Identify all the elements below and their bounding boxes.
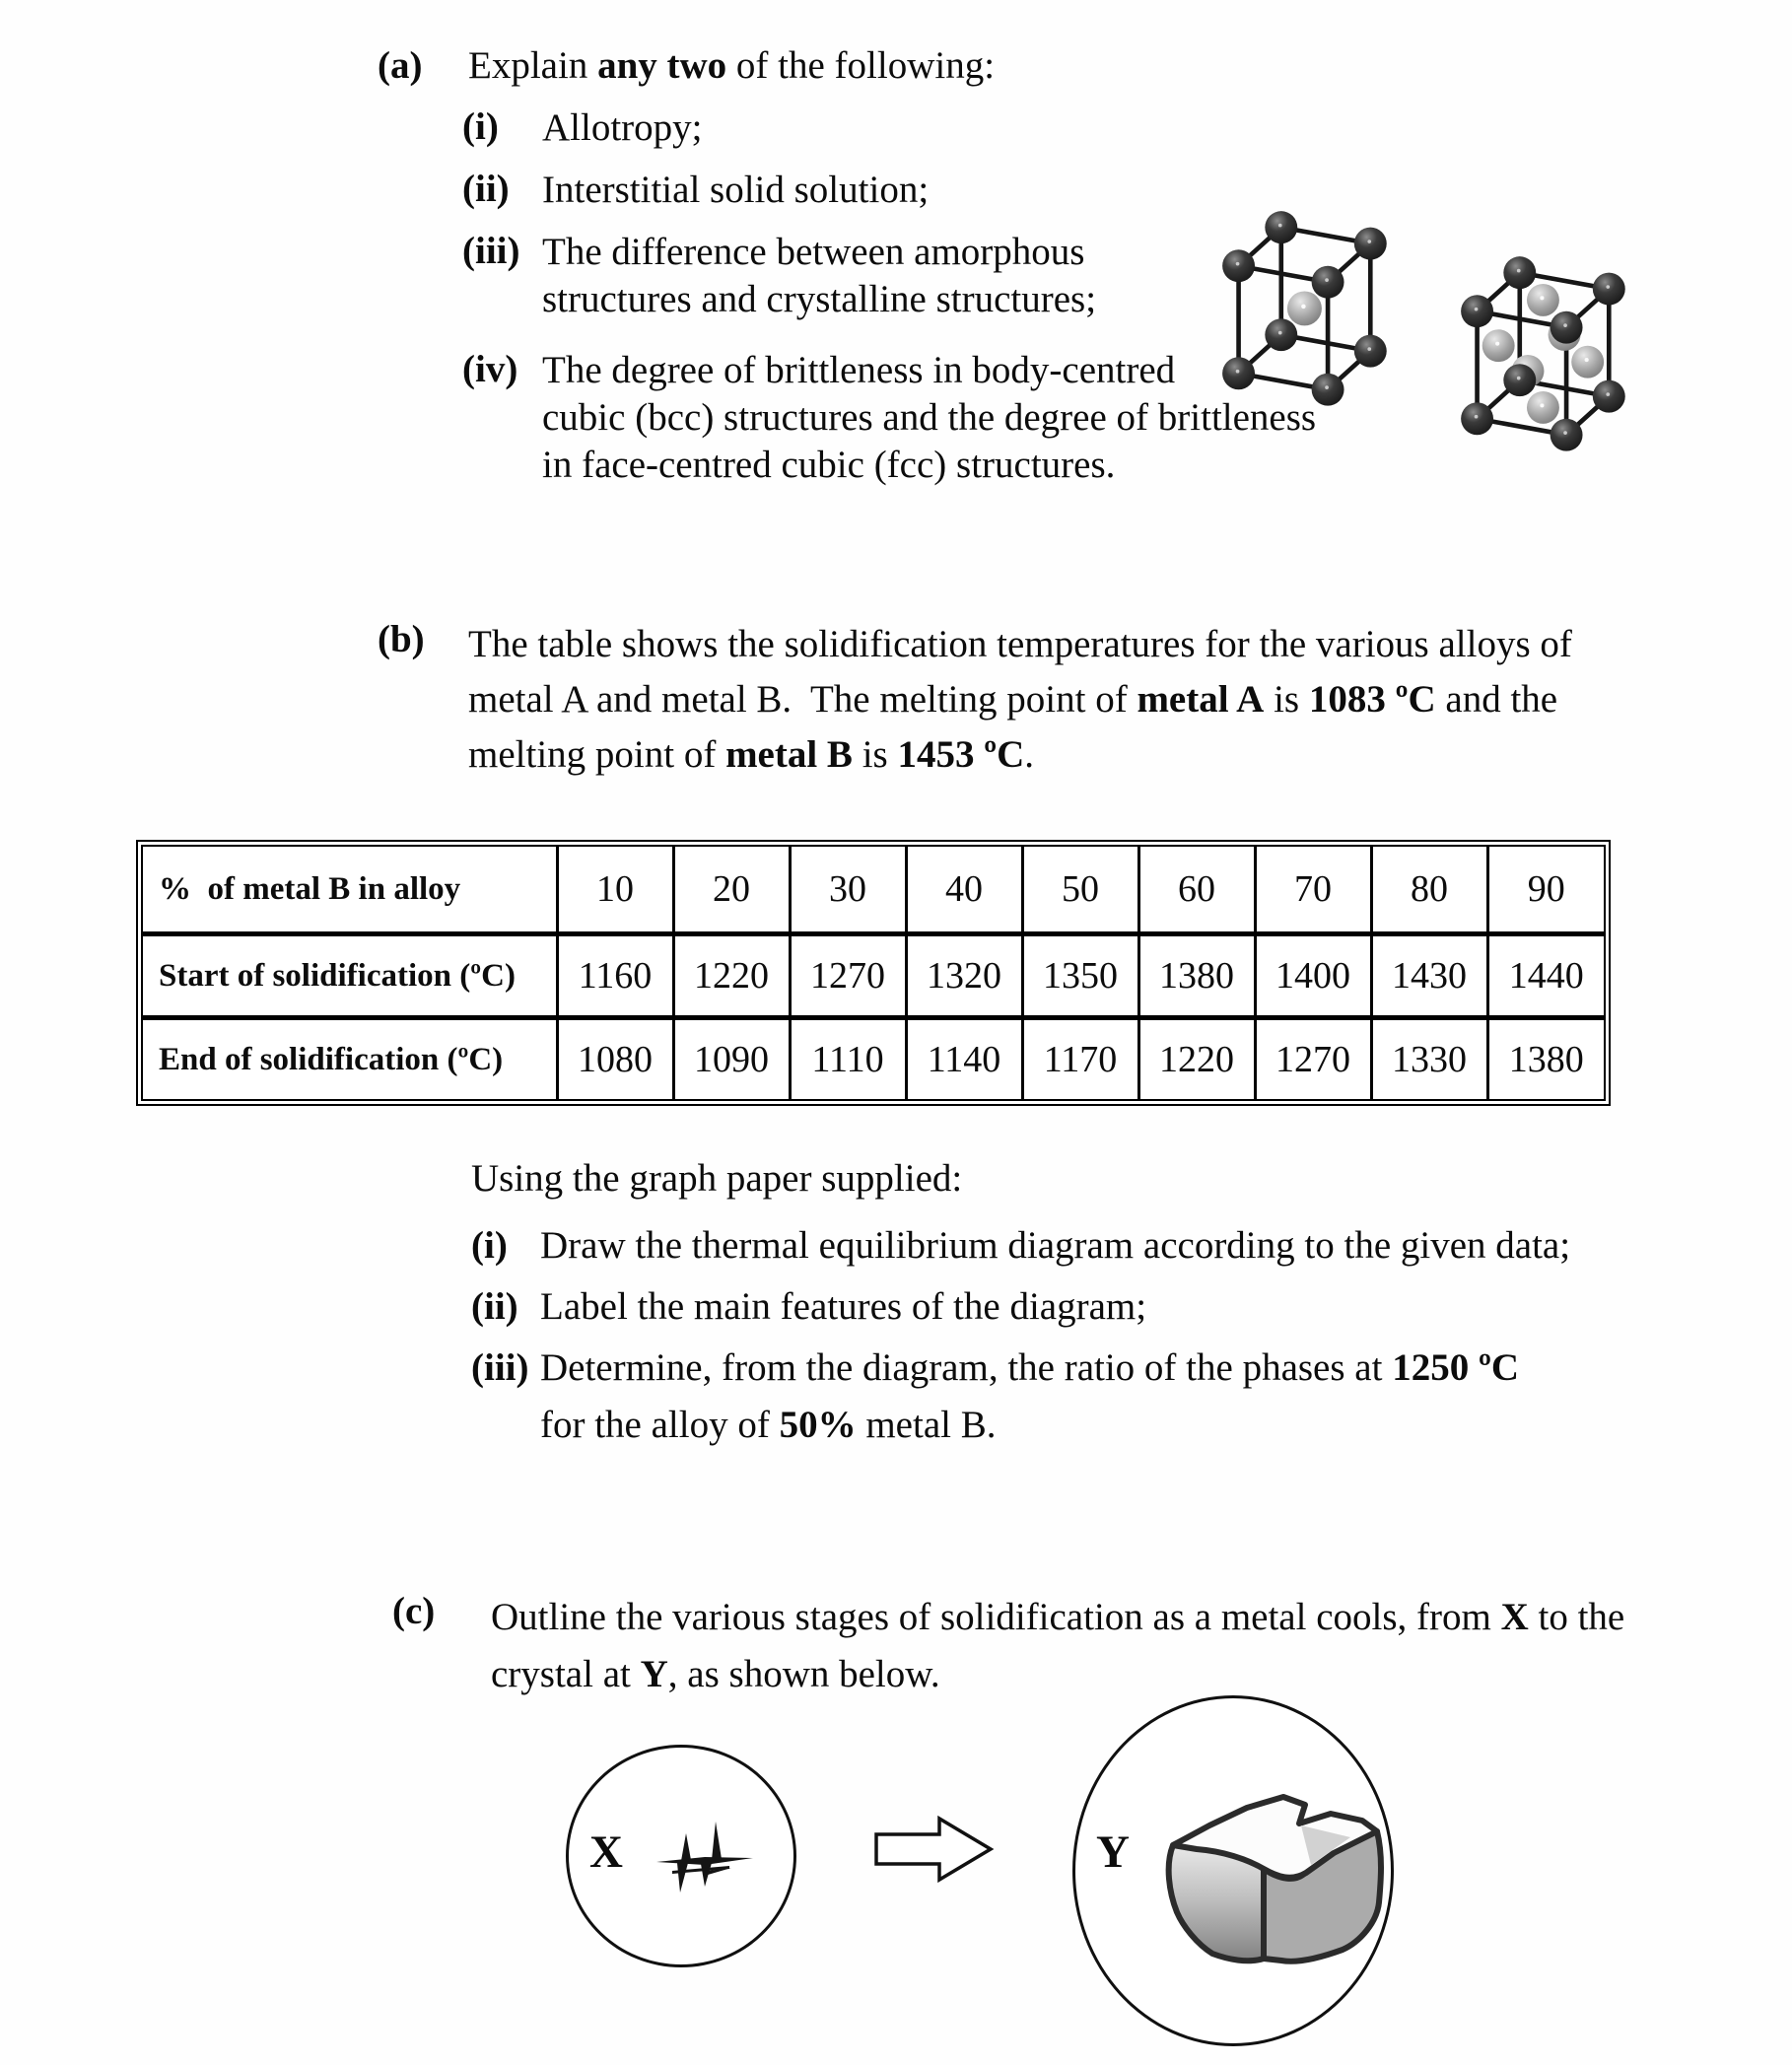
table-header-label: % of metal B in alloy <box>159 870 461 907</box>
text-segment-bold: Y <box>640 1653 668 1695</box>
graph-item-i <box>471 1222 1605 1270</box>
text-line: in face-centred cubic (fcc) structures. <box>542 444 1116 486</box>
graph-item-ii-text: Label the main features of the diagram; <box>540 1285 1147 1328</box>
table-header-cell: 70 <box>1255 847 1371 934</box>
table-cell: 1400 <box>1255 934 1371 1018</box>
table-cell: 1160 <box>557 934 673 1018</box>
graph-item-i-text: Draw the thermal equilibrium diagram according to the given data; <box>540 1224 1571 1267</box>
table-cell: 1330 <box>1371 1018 1487 1100</box>
text-segment-bold: X <box>1500 1596 1529 1638</box>
text-line <box>491 1646 1624 1703</box>
question-c-text <box>491 1589 1624 1703</box>
table-header-cell: 60 <box>1138 847 1255 934</box>
table-cell: 1080 <box>557 1018 673 1100</box>
stage-x-label: X <box>589 1826 623 1878</box>
graph-item-iii-label: (iii) <box>471 1346 529 1389</box>
question-a <box>378 43 1363 504</box>
question-a-label: (a) <box>378 44 423 87</box>
table-row-end-of-solidification <box>143 1018 1604 1100</box>
right-arrow-icon <box>872 1814 996 1885</box>
table-header-cell: 80 <box>1371 847 1487 934</box>
text-segment-bold: 1453 ºC <box>897 733 1025 776</box>
crystal-grain-illustration <box>1153 1786 1390 1973</box>
table-cell: 1270 <box>790 934 906 1018</box>
text-line <box>468 672 1572 727</box>
graph-item-i-label: (i) <box>471 1224 508 1267</box>
text-segment: is <box>1264 678 1309 721</box>
table-cell: 1380 <box>1487 1018 1604 1100</box>
graph-item-ii <box>471 1283 1605 1331</box>
text-segment: for the alloy of <box>540 1404 780 1446</box>
item-ii-text <box>542 167 929 214</box>
text-segment: is <box>852 733 898 776</box>
text-segment: to the <box>1528 1596 1625 1638</box>
table-header-cell: 50 <box>1022 847 1138 934</box>
item-iii-label: (iii) <box>462 230 520 272</box>
table-row-label: Start of solidification (ºC) <box>143 934 557 1018</box>
text-segment: melting point of <box>468 733 726 776</box>
text-segment-bold: 1250 ºC <box>1392 1346 1519 1389</box>
text-segment: and the <box>1435 678 1558 721</box>
table-row-label: End of solidification (ºC) <box>143 1018 557 1100</box>
table-header-cell: 40 <box>906 847 1022 934</box>
text-segment: crystal at <box>491 1653 641 1695</box>
graph-intro: Using the graph paper supplied: <box>471 1157 963 1200</box>
text-segment-bold: metal A <box>1137 678 1265 721</box>
dendrite-nucleus-icon <box>651 1814 759 1902</box>
question-c <box>392 1589 1624 1703</box>
item-iii-text <box>542 229 1096 323</box>
graph-item-iii-continuation <box>540 1400 1605 1451</box>
graph-item-iii <box>471 1344 1605 1392</box>
item-ii-label: (ii) <box>462 168 510 210</box>
table-header-cell: 20 <box>673 847 790 934</box>
text-segment-bold: 50% <box>779 1404 857 1446</box>
question-b <box>378 617 1572 783</box>
intro-post: of the following: <box>726 44 996 87</box>
text-line <box>491 1589 1624 1646</box>
text-segment: Determine, from the diagram, the ratio of the phases at <box>540 1346 1393 1389</box>
text-segment-bold: 1083 ºC <box>1308 678 1436 721</box>
table-header-cell: 90 <box>1487 847 1604 934</box>
table-cell: 1110 <box>790 1018 906 1100</box>
table-header-row <box>143 847 1604 934</box>
table-cell: 1220 <box>673 934 790 1018</box>
text-segment: , as shown below. <box>667 1653 940 1695</box>
question-a-intro-row <box>378 43 1363 88</box>
table-row-start-of-solidification <box>143 934 1604 1018</box>
stage-y-label: Y <box>1096 1826 1130 1878</box>
question-b-text <box>468 617 1572 783</box>
text-line: cubic (bcc) structures and the degree of brittleness <box>542 396 1317 439</box>
table-cell: 1320 <box>906 934 1022 1018</box>
face-centre-atoms <box>1482 284 1604 424</box>
text-line: The degree of brittleness in body-centred <box>542 349 1176 391</box>
text-segment: Outline the various stages of solidification as a metal cools, from <box>491 1596 1501 1638</box>
question-a-intro <box>468 43 995 88</box>
question-b-label: (b) <box>378 618 425 660</box>
table-cell: 1140 <box>906 1018 1022 1100</box>
text-segment-bold: metal B <box>725 733 853 776</box>
table-cell: 1270 <box>1255 1018 1371 1100</box>
table-cell: 1350 <box>1022 934 1138 1018</box>
table-header-cell: 30 <box>790 847 906 934</box>
graph-item-ii-label: (ii) <box>471 1285 518 1328</box>
solidification-table <box>136 840 1611 1106</box>
graph-instructions <box>471 1155 1605 1451</box>
body-centre-atom <box>1287 291 1322 325</box>
table-cell: 1220 <box>1138 1018 1255 1100</box>
table-header-cell: 10 <box>557 847 673 934</box>
text-line: structures and crystalline structures; <box>542 278 1097 320</box>
graph-item-iii-text <box>540 1344 1519 1392</box>
table-cell: 1170 <box>1022 1018 1138 1100</box>
text-segment: metal B. <box>856 1404 997 1446</box>
table-cell: 1430 <box>1371 934 1487 1018</box>
text-segment: . <box>1024 733 1035 776</box>
text-segment: The table shows the solidification temperatures for the various alloys of <box>468 623 1572 665</box>
question-c-label: (c) <box>392 1590 436 1632</box>
list-item-i <box>462 104 1363 152</box>
table-cell: 1380 <box>1138 934 1255 1018</box>
item-iv-label: (iv) <box>462 348 518 390</box>
text-line: The difference between amorphous <box>542 231 1085 273</box>
text-line: Allotropy; <box>542 106 703 149</box>
text-segment: metal A and metal B. The melting point of <box>468 678 1137 721</box>
item-i-text <box>542 104 703 152</box>
text-line <box>468 617 1572 672</box>
item-i-label: (i) <box>462 105 499 148</box>
intro-bold: any two <box>597 44 727 87</box>
table-cell: 1440 <box>1487 934 1604 1018</box>
fcc-unit-cell-figure <box>1457 252 1634 460</box>
table-cell: 1090 <box>673 1018 790 1100</box>
intro-pre: Explain <box>468 44 598 87</box>
item-iv-text <box>542 347 1316 489</box>
bcc-unit-cell-figure <box>1218 207 1396 415</box>
text-line: Interstitial solid solution; <box>542 169 930 211</box>
text-line <box>468 727 1572 783</box>
